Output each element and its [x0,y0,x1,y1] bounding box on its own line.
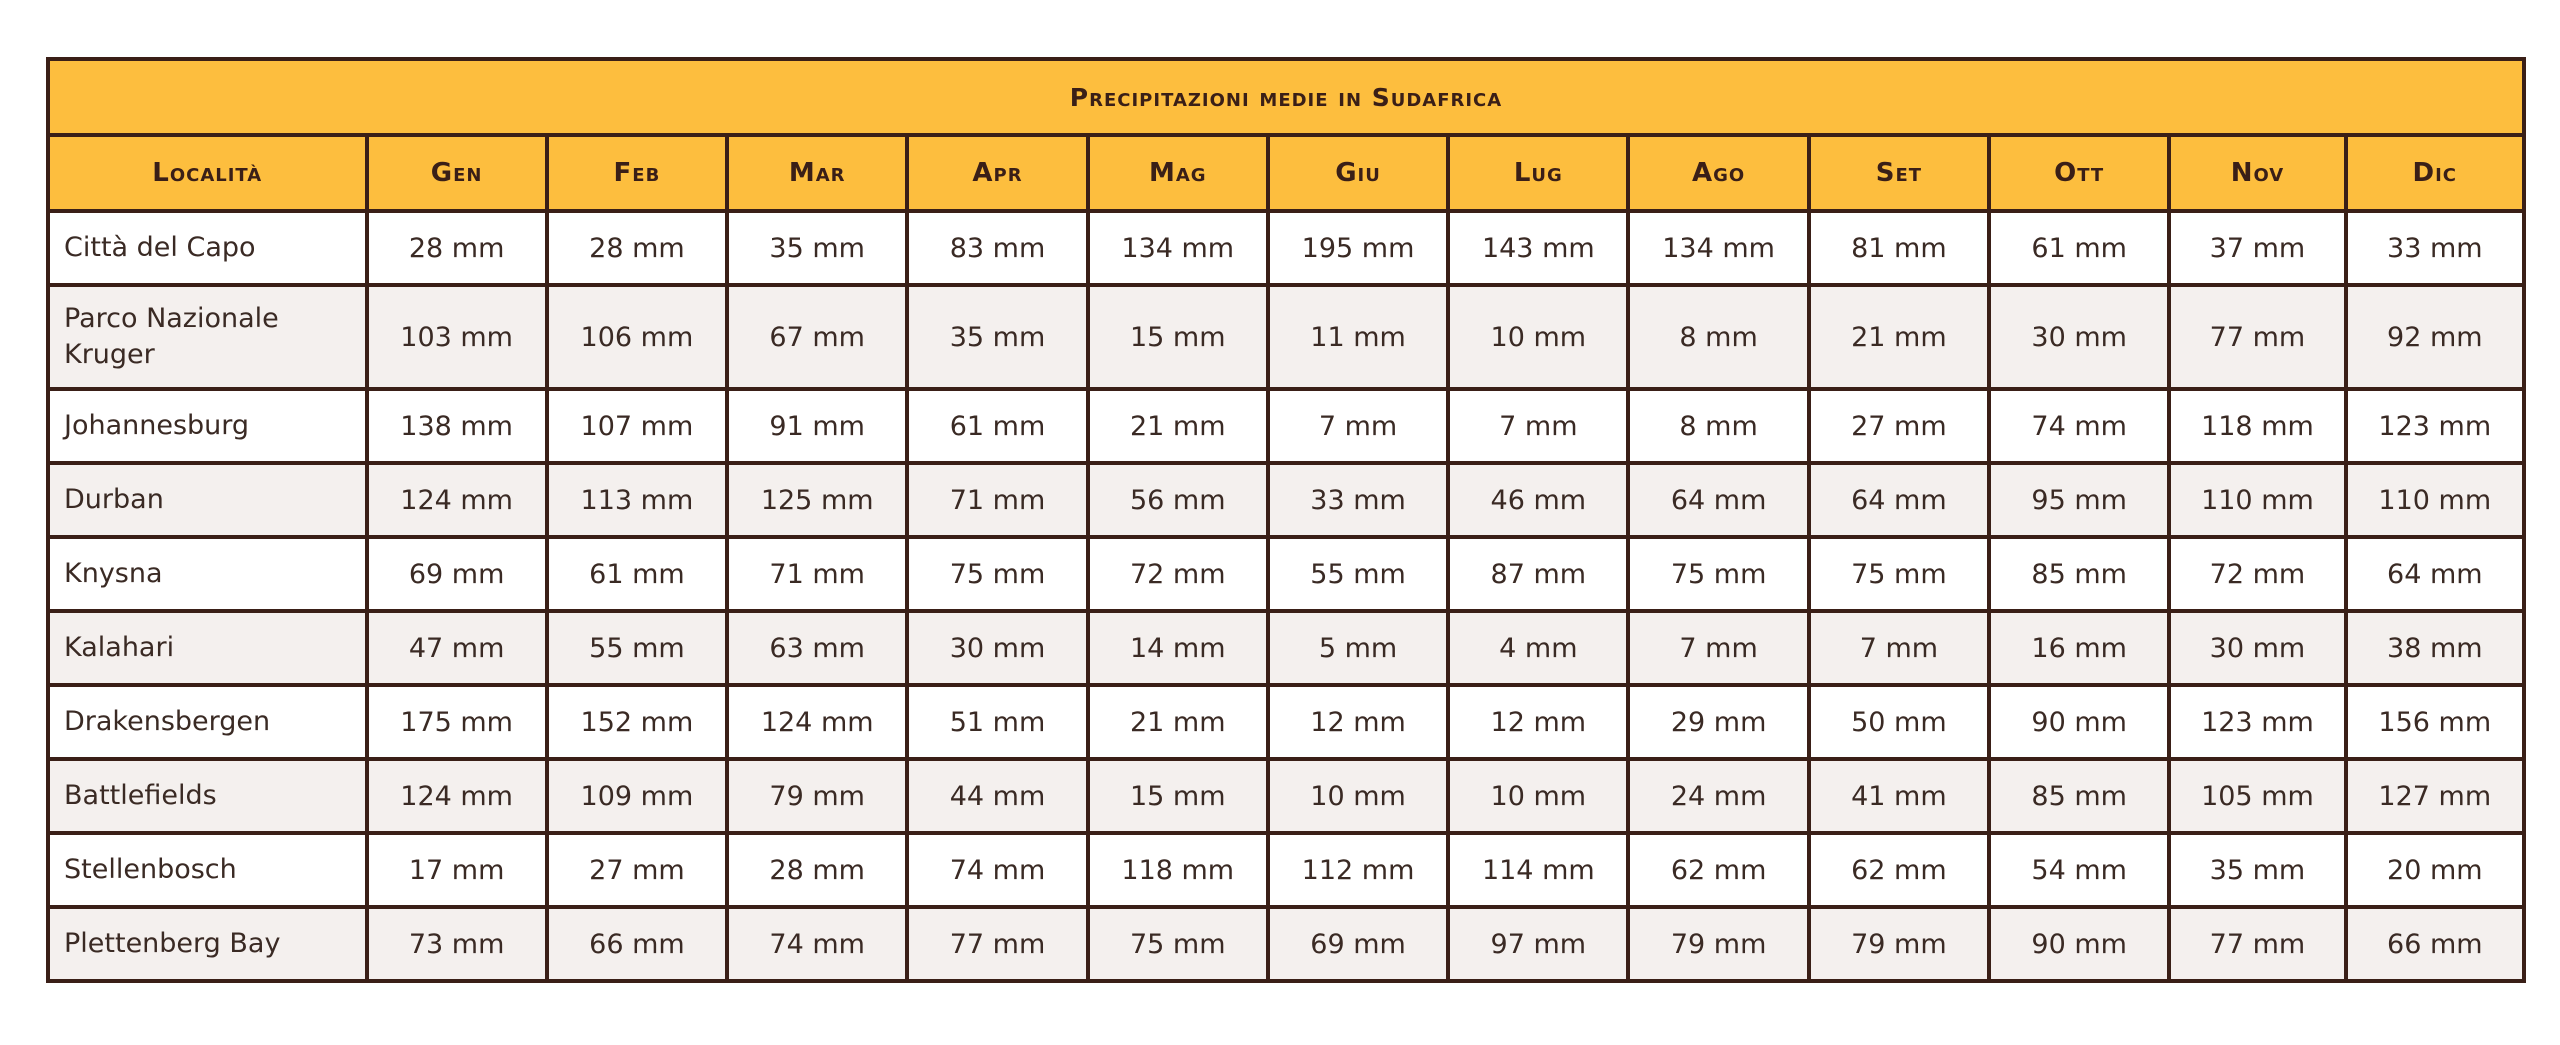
rainfall-cell: 8 mm [1628,389,1808,463]
rainfall-cell: 37 mm [2169,211,2345,285]
location-cell: Battlefields [48,759,367,833]
rainfall-cell: 81 mm [1809,211,1989,285]
rainfall-cell: 156 mm [2346,685,2524,759]
rainfall-cell: 16 mm [1989,611,2169,685]
rainfall-cell: 118 mm [2169,389,2345,463]
rainfall-cell: 30 mm [907,611,1087,685]
rainfall-cell: 77 mm [2169,285,2345,389]
rainfall-cell: 21 mm [1088,685,1268,759]
rainfall-cell: 28 mm [367,211,547,285]
table-row [48,537,2524,611]
rainfall-cell: 74 mm [907,833,1087,907]
rainfall-cell: 64 mm [2346,537,2524,611]
location-cell: Knysna [48,537,367,611]
rainfall-cell: 92 mm [2346,285,2524,389]
rainfall-cell: 97 mm [1448,907,1628,981]
rainfall-cell: 69 mm [367,537,547,611]
rainfall-cell: 124 mm [727,685,907,759]
table-header-row [48,135,2524,211]
rainfall-cell: 85 mm [1989,759,2169,833]
rainfall-cell: 5 mm [1268,611,1448,685]
rainfall-cell: 29 mm [1628,685,1808,759]
rainfall-cell: 41 mm [1809,759,1989,833]
table-row [48,759,2524,833]
column-header-ott: Ott [1989,135,2169,211]
table-row [48,463,2524,537]
rainfall-cell: 109 mm [547,759,727,833]
rainfall-cell: 28 mm [727,833,907,907]
rainfall-cell: 10 mm [1268,759,1448,833]
rainfall-cell: 114 mm [1448,833,1628,907]
rainfall-cell: 12 mm [1268,685,1448,759]
rainfall-cell: 71 mm [907,463,1087,537]
location-cell: Parco Nazionale Kruger [48,285,367,389]
rainfall-cell: 107 mm [547,389,727,463]
rainfall-cell: 63 mm [727,611,907,685]
location-cell: Città del Capo [48,211,367,285]
rainfall-cell: 55 mm [1268,537,1448,611]
rainfall-cell: 24 mm [1628,759,1808,833]
rainfall-cell: 61 mm [547,537,727,611]
rainfall-cell: 195 mm [1268,211,1448,285]
rainfall-cell: 28 mm [547,211,727,285]
rainfall-cell: 67 mm [727,285,907,389]
rainfall-cell: 69 mm [1268,907,1448,981]
rainfall-cell: 35 mm [907,285,1087,389]
rainfall-cell: 143 mm [1448,211,1628,285]
rainfall-table [46,57,2526,983]
rainfall-cell: 38 mm [2346,611,2524,685]
rainfall-cell: 66 mm [2346,907,2524,981]
rainfall-cell: 134 mm [1088,211,1268,285]
column-header-gen: Gen [367,135,547,211]
location-cell: Stellenbosch [48,833,367,907]
rainfall-cell: 12 mm [1448,685,1628,759]
rainfall-cell: 10 mm [1448,285,1628,389]
rainfall-cell: 77 mm [907,907,1087,981]
table-title-row [48,59,2524,135]
rainfall-cell: 61 mm [1989,211,2169,285]
rainfall-cell: 55 mm [547,611,727,685]
rainfall-cell: 113 mm [547,463,727,537]
rainfall-cell: 74 mm [1989,389,2169,463]
rainfall-cell: 62 mm [1809,833,1989,907]
rainfall-cell: 75 mm [1628,537,1808,611]
rainfall-cell: 8 mm [1628,285,1808,389]
column-header-apr: Apr [907,135,1087,211]
rainfall-cell: 90 mm [1989,907,2169,981]
rainfall-cell: 46 mm [1448,463,1628,537]
rainfall-table-container [46,57,2526,983]
rainfall-cell: 79 mm [1809,907,1989,981]
rainfall-cell: 72 mm [2169,537,2345,611]
rainfall-cell: 91 mm [727,389,907,463]
rainfall-cell: 15 mm [1088,759,1268,833]
rainfall-cell: 14 mm [1088,611,1268,685]
rainfall-cell: 124 mm [367,463,547,537]
table-row [48,389,2524,463]
rainfall-cell: 124 mm [367,759,547,833]
rainfall-cell: 134 mm [1628,211,1808,285]
rainfall-cell: 35 mm [727,211,907,285]
rainfall-cell: 61 mm [907,389,1087,463]
rainfall-cell: 75 mm [1088,907,1268,981]
rainfall-cell: 15 mm [1088,285,1268,389]
rainfall-cell: 21 mm [1088,389,1268,463]
rainfall-cell: 44 mm [907,759,1087,833]
rainfall-cell: 79 mm [1628,907,1808,981]
table-row [48,285,2524,389]
rainfall-cell: 64 mm [1809,463,1989,537]
column-header-feb: Feb [547,135,727,211]
rainfall-cell: 123 mm [2169,685,2345,759]
column-header-ago: Ago [1628,135,1808,211]
rainfall-cell: 27 mm [1809,389,1989,463]
rainfall-cell: 21 mm [1809,285,1989,389]
rainfall-cell: 79 mm [727,759,907,833]
table-title: Precipitazioni medie in Sudafrica [48,59,2524,135]
rainfall-cell: 50 mm [1809,685,1989,759]
rainfall-cell: 106 mm [547,285,727,389]
rainfall-cell: 138 mm [367,389,547,463]
table-body [48,211,2524,981]
rainfall-cell: 20 mm [2346,833,2524,907]
rainfall-cell: 33 mm [2346,211,2524,285]
rainfall-cell: 56 mm [1088,463,1268,537]
rainfall-cell: 27 mm [547,833,727,907]
rainfall-cell: 17 mm [367,833,547,907]
rainfall-cell: 33 mm [1268,463,1448,537]
rainfall-cell: 62 mm [1628,833,1808,907]
rainfall-cell: 152 mm [547,685,727,759]
rainfall-cell: 95 mm [1989,463,2169,537]
rainfall-cell: 35 mm [2169,833,2345,907]
column-header-giu: Giu [1268,135,1448,211]
column-header-dic: Dic [2346,135,2524,211]
rainfall-cell: 54 mm [1989,833,2169,907]
rainfall-cell: 125 mm [727,463,907,537]
rainfall-cell: 90 mm [1989,685,2169,759]
rainfall-cell: 74 mm [727,907,907,981]
column-header-location: Località [48,135,367,211]
rainfall-cell: 73 mm [367,907,547,981]
rainfall-cell: 10 mm [1448,759,1628,833]
column-header-nov: Nov [2169,135,2345,211]
column-header-mag: Mag [1088,135,1268,211]
rainfall-cell: 123 mm [2346,389,2524,463]
column-header-set: Set [1809,135,1989,211]
table-row [48,833,2524,907]
table-row [48,685,2524,759]
rainfall-cell: 83 mm [907,211,1087,285]
location-cell: Kalahari [48,611,367,685]
rainfall-cell: 75 mm [1809,537,1989,611]
location-cell: Johannesburg [48,389,367,463]
rainfall-cell: 118 mm [1088,833,1268,907]
rainfall-cell: 75 mm [907,537,1087,611]
rainfall-cell: 175 mm [367,685,547,759]
rainfall-cell: 77 mm [2169,907,2345,981]
rainfall-cell: 112 mm [1268,833,1448,907]
rainfall-cell: 7 mm [1268,389,1448,463]
location-cell: Durban [48,463,367,537]
rainfall-cell: 4 mm [1448,611,1628,685]
rainfall-cell: 71 mm [727,537,907,611]
rainfall-cell: 105 mm [2169,759,2345,833]
table-row [48,907,2524,981]
table-row [48,611,2524,685]
rainfall-cell: 127 mm [2346,759,2524,833]
rainfall-cell: 64 mm [1628,463,1808,537]
rainfall-cell: 51 mm [907,685,1087,759]
rainfall-cell: 7 mm [1809,611,1989,685]
rainfall-cell: 30 mm [2169,611,2345,685]
rainfall-cell: 30 mm [1989,285,2169,389]
rainfall-cell: 11 mm [1268,285,1448,389]
rainfall-cell: 7 mm [1628,611,1808,685]
location-cell: Drakensbergen [48,685,367,759]
rainfall-cell: 85 mm [1989,537,2169,611]
rainfall-cell: 110 mm [2346,463,2524,537]
rainfall-cell: 47 mm [367,611,547,685]
location-cell: Plettenberg Bay [48,907,367,981]
rainfall-cell: 66 mm [547,907,727,981]
rainfall-cell: 110 mm [2169,463,2345,537]
table-row [48,211,2524,285]
rainfall-cell: 72 mm [1088,537,1268,611]
column-header-mar: Mar [727,135,907,211]
column-header-lug: Lug [1448,135,1628,211]
rainfall-cell: 7 mm [1448,389,1628,463]
rainfall-cell: 87 mm [1448,537,1628,611]
rainfall-cell: 103 mm [367,285,547,389]
